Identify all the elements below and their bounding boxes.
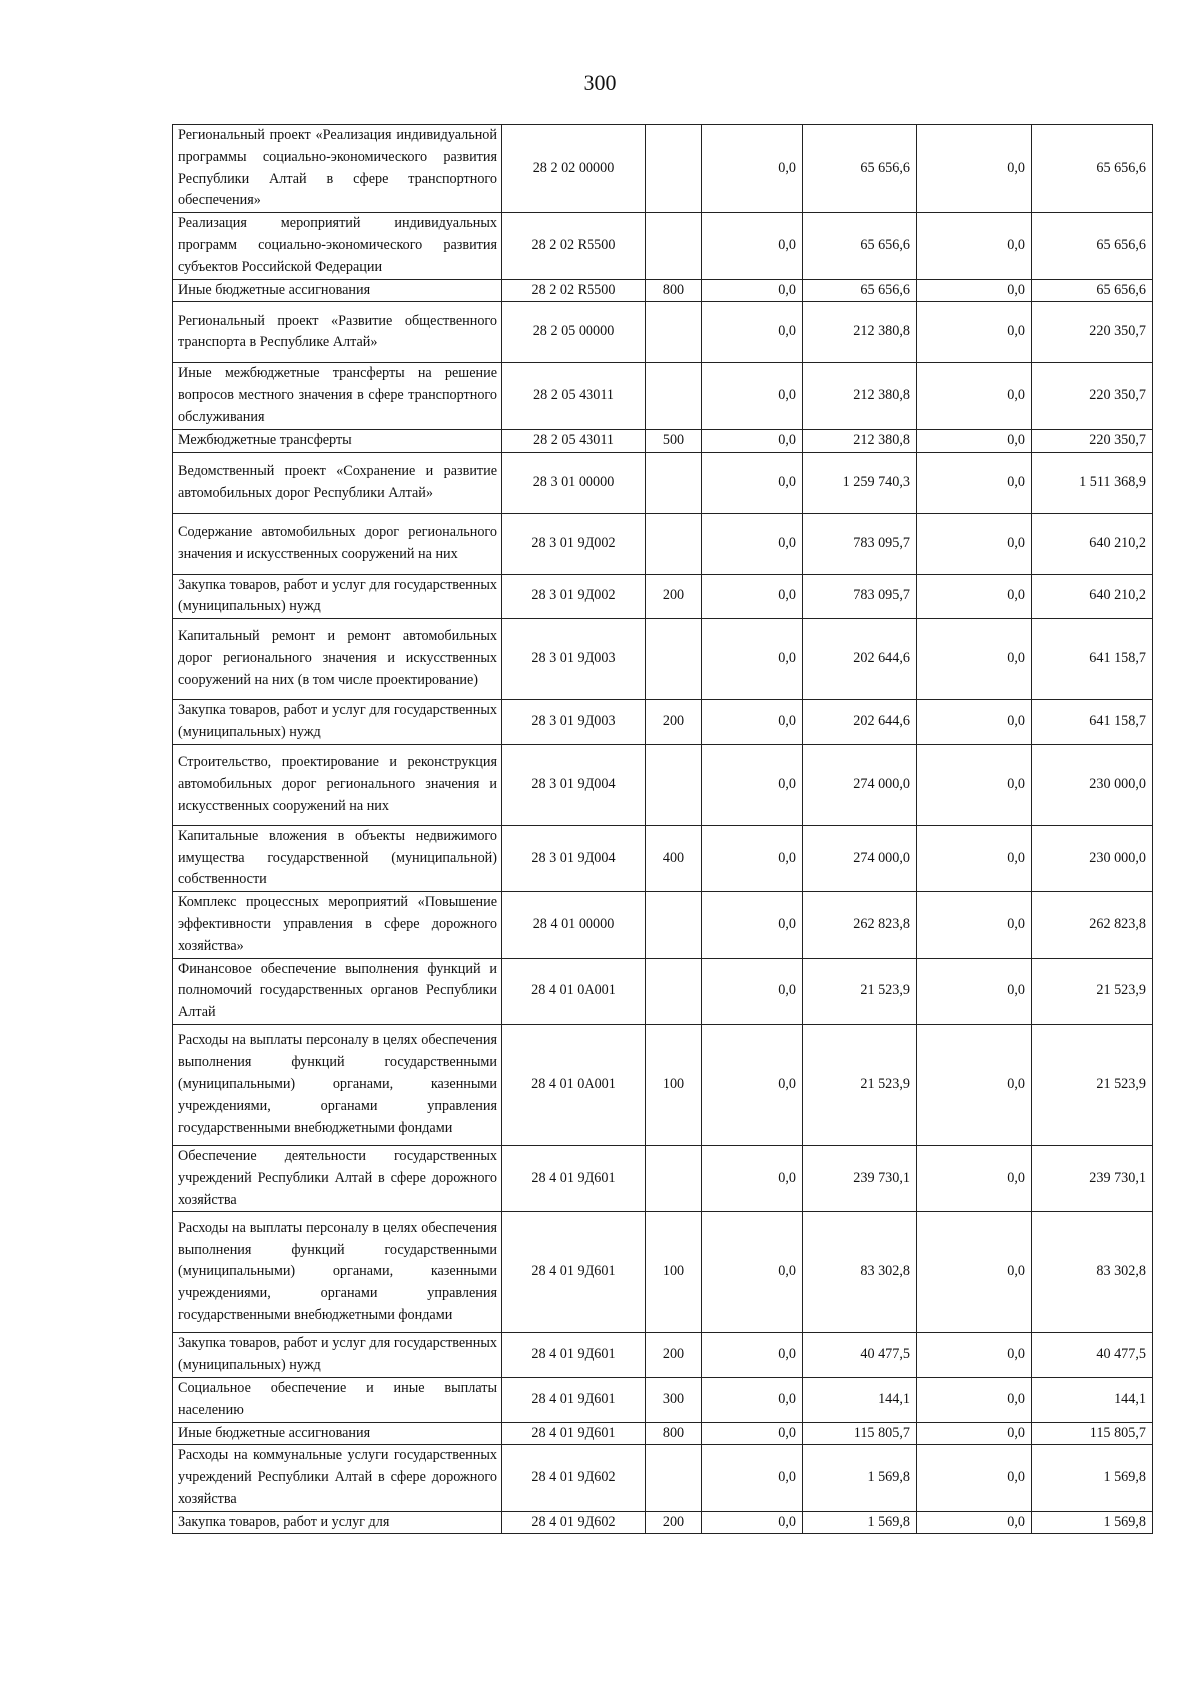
cell-name: Закупка товаров, работ и услуг для государственных (муниципальных) нужд <box>173 574 502 619</box>
cell-target-code: 28 3 01 9Д004 <box>502 825 646 891</box>
cell-name: Обеспечение деятельности государственных учреждений Республики Алтай в сфере дорожного хозяйства <box>173 1145 502 1211</box>
cell-amount-4: 230 000,0 <box>1032 744 1153 825</box>
cell-expense-type <box>646 892 702 958</box>
cell-amount-2: 65 656,6 <box>803 213 917 279</box>
cell-name: Региональный проект «Реализация индивидуальной программы социально-экономического развития Республики Алтай в сфере транспортного обеспечения» <box>173 125 502 213</box>
table-row <box>173 1212 1153 1333</box>
cell-amount-2: 65 656,6 <box>803 279 917 302</box>
cell-target-code: 28 4 01 9Д602 <box>502 1445 646 1511</box>
table-row <box>173 700 1153 745</box>
cell-target-code: 28 4 01 0А001 <box>502 958 646 1024</box>
page-number: 300 <box>583 70 617 95</box>
cell-amount-3: 0,0 <box>917 452 1032 513</box>
table-row <box>173 1333 1153 1378</box>
cell-expense-type: 200 <box>646 1333 702 1378</box>
cell-amount-3: 0,0 <box>917 1024 1032 1145</box>
cell-expense-type <box>646 1145 702 1211</box>
cell-expense-type <box>646 125 702 213</box>
cell-amount-4: 83 302,8 <box>1032 1212 1153 1333</box>
cell-amount-2: 65 656,6 <box>803 125 917 213</box>
cell-expense-type: 100 <box>646 1212 702 1333</box>
cell-amount-1: 0,0 <box>702 574 803 619</box>
cell-target-code: 28 4 01 9Д602 <box>502 1511 646 1534</box>
cell-expense-type <box>646 513 702 574</box>
cell-amount-4: 65 656,6 <box>1032 213 1153 279</box>
cell-amount-4: 21 523,9 <box>1032 958 1153 1024</box>
cell-target-code: 28 2 02 R5500 <box>502 213 646 279</box>
cell-amount-2: 212 380,8 <box>803 429 917 452</box>
table-row <box>173 513 1153 574</box>
cell-amount-4: 220 350,7 <box>1032 363 1153 429</box>
table-row <box>173 363 1153 429</box>
cell-amount-2: 212 380,8 <box>803 302 917 363</box>
cell-target-code: 28 3 01 9Д004 <box>502 744 646 825</box>
cell-amount-2: 274 000,0 <box>803 744 917 825</box>
cell-amount-1: 0,0 <box>702 302 803 363</box>
cell-target-code: 28 3 01 9Д002 <box>502 513 646 574</box>
cell-amount-4: 65 656,6 <box>1032 279 1153 302</box>
cell-target-code: 28 4 01 0А001 <box>502 1024 646 1145</box>
cell-amount-2: 262 823,8 <box>803 892 917 958</box>
cell-name: Закупка товаров, работ и услуг для государственных (муниципальных) нужд <box>173 1333 502 1378</box>
cell-amount-3: 0,0 <box>917 744 1032 825</box>
cell-amount-3: 0,0 <box>917 619 1032 700</box>
table-row <box>173 1422 1153 1445</box>
cell-amount-3: 0,0 <box>917 429 1032 452</box>
cell-name: Финансовое обеспечение выполнения функций и полномочий государственных органов Республики Алтай <box>173 958 502 1024</box>
cell-amount-2: 21 523,9 <box>803 958 917 1024</box>
cell-name: Иные межбюджетные трансферты на решение вопросов местного значения в сфере транспортного обслуживания <box>173 363 502 429</box>
cell-target-code: 28 3 01 00000 <box>502 452 646 513</box>
cell-amount-1: 0,0 <box>702 744 803 825</box>
cell-amount-3: 0,0 <box>917 700 1032 745</box>
cell-name: Капитальные вложения в объекты недвижимого имущества государственной (муниципальной) собственности <box>173 825 502 891</box>
cell-amount-1: 0,0 <box>702 125 803 213</box>
cell-expense-type: 200 <box>646 574 702 619</box>
cell-target-code: 28 4 01 9Д601 <box>502 1377 646 1422</box>
cell-name: Строительство, проектирование и реконструкция автомобильных дорог регионального значения и искусственных сооружений на них <box>173 744 502 825</box>
cell-target-code: 28 2 05 00000 <box>502 302 646 363</box>
cell-amount-3: 0,0 <box>917 125 1032 213</box>
cell-amount-3: 0,0 <box>917 1145 1032 1211</box>
cell-amount-1: 0,0 <box>702 619 803 700</box>
cell-name: Капитальный ремонт и ремонт автомобильных дорог регионального значения и искусственных сооружений на них (в том числе проектирование) <box>173 619 502 700</box>
cell-amount-1: 0,0 <box>702 1445 803 1511</box>
cell-amount-4: 144,1 <box>1032 1377 1153 1422</box>
table-row <box>173 213 1153 279</box>
cell-target-code: 28 4 01 9Д601 <box>502 1422 646 1445</box>
cell-target-code: 28 2 05 43011 <box>502 363 646 429</box>
cell-expense-type <box>646 1445 702 1511</box>
cell-amount-4: 230 000,0 <box>1032 825 1153 891</box>
cell-amount-4: 262 823,8 <box>1032 892 1153 958</box>
cell-amount-4: 640 210,2 <box>1032 513 1153 574</box>
table-row <box>173 1024 1153 1145</box>
cell-target-code: 28 4 01 00000 <box>502 892 646 958</box>
cell-amount-1: 0,0 <box>702 1377 803 1422</box>
table-row <box>173 452 1153 513</box>
cell-name: Региональный проект «Развитие общественного транспорта в Республике Алтай» <box>173 302 502 363</box>
budget-table <box>172 124 1153 1534</box>
table-row <box>173 279 1153 302</box>
cell-name: Иные бюджетные ассигнования <box>173 1422 502 1445</box>
cell-expense-type <box>646 958 702 1024</box>
cell-amount-2: 274 000,0 <box>803 825 917 891</box>
cell-amount-1: 0,0 <box>702 1024 803 1145</box>
cell-name: Комплекс процессных мероприятий «Повышение эффективности управления в сфере дорожного хозяйства» <box>173 892 502 958</box>
cell-name: Расходы на выплаты персоналу в целях обеспечения выполнения функций государственными (муниципальными) органами, казенными учреждениями, органами управления государственными внебюджетными фондами <box>173 1212 502 1333</box>
cell-amount-2: 144,1 <box>803 1377 917 1422</box>
cell-amount-2: 21 523,9 <box>803 1024 917 1145</box>
cell-amount-4: 1 569,8 <box>1032 1445 1153 1511</box>
cell-amount-4: 1 569,8 <box>1032 1511 1153 1534</box>
table-row <box>173 302 1153 363</box>
cell-amount-2: 239 730,1 <box>803 1145 917 1211</box>
cell-expense-type: 300 <box>646 1377 702 1422</box>
cell-amount-1: 0,0 <box>702 279 803 302</box>
cell-amount-4: 239 730,1 <box>1032 1145 1153 1211</box>
cell-expense-type: 400 <box>646 825 702 891</box>
cell-amount-1: 0,0 <box>702 513 803 574</box>
cell-amount-1: 0,0 <box>702 1422 803 1445</box>
table-row <box>173 958 1153 1024</box>
cell-amount-1: 0,0 <box>702 363 803 429</box>
cell-amount-3: 0,0 <box>917 825 1032 891</box>
cell-name: Реализация мероприятий индивидуальных программ социально-экономического развития субъектов Российской Федерации <box>173 213 502 279</box>
cell-expense-type <box>646 744 702 825</box>
table-row <box>173 744 1153 825</box>
cell-amount-1: 0,0 <box>702 958 803 1024</box>
cell-amount-2: 202 644,6 <box>803 700 917 745</box>
cell-target-code: 28 3 01 9Д003 <box>502 619 646 700</box>
cell-amount-2: 1 259 740,3 <box>803 452 917 513</box>
cell-amount-3: 0,0 <box>917 213 1032 279</box>
cell-amount-1: 0,0 <box>702 1333 803 1378</box>
cell-amount-3: 0,0 <box>917 1333 1032 1378</box>
table-row <box>173 125 1153 213</box>
table-row <box>173 1377 1153 1422</box>
cell-name: Закупка товаров, работ и услуг для <box>173 1511 502 1534</box>
cell-amount-3: 0,0 <box>917 363 1032 429</box>
cell-amount-2: 83 302,8 <box>803 1212 917 1333</box>
cell-amount-3: 0,0 <box>917 892 1032 958</box>
cell-expense-type <box>646 452 702 513</box>
cell-amount-4: 1 511 368,9 <box>1032 452 1153 513</box>
cell-amount-2: 40 477,5 <box>803 1333 917 1378</box>
cell-target-code: 28 3 01 9Д003 <box>502 700 646 745</box>
cell-name: Ведомственный проект «Сохранение и развитие автомобильных дорог Республики Алтай» <box>173 452 502 513</box>
cell-amount-1: 0,0 <box>702 1145 803 1211</box>
cell-amount-1: 0,0 <box>702 213 803 279</box>
cell-amount-3: 0,0 <box>917 279 1032 302</box>
cell-amount-4: 115 805,7 <box>1032 1422 1153 1445</box>
cell-amount-4: 21 523,9 <box>1032 1024 1153 1145</box>
cell-amount-1: 0,0 <box>702 700 803 745</box>
cell-name: Закупка товаров, работ и услуг для государственных (муниципальных) нужд <box>173 700 502 745</box>
table-row <box>173 1511 1153 1534</box>
cell-amount-3: 0,0 <box>917 1445 1032 1511</box>
cell-expense-type: 500 <box>646 429 702 452</box>
table-row <box>173 1145 1153 1211</box>
table-row <box>173 429 1153 452</box>
cell-amount-2: 1 569,8 <box>803 1445 917 1511</box>
cell-name: Расходы на коммунальные услуги государственных учреждений Республики Алтай в сфере дорожного хозяйства <box>173 1445 502 1511</box>
cell-amount-2: 202 644,6 <box>803 619 917 700</box>
cell-amount-4: 40 477,5 <box>1032 1333 1153 1378</box>
table-row <box>173 825 1153 891</box>
table-body <box>173 125 1153 1534</box>
cell-amount-2: 115 805,7 <box>803 1422 917 1445</box>
cell-amount-4: 641 158,7 <box>1032 700 1153 745</box>
cell-expense-type <box>646 363 702 429</box>
cell-amount-2: 783 095,7 <box>803 513 917 574</box>
cell-amount-4: 220 350,7 <box>1032 302 1153 363</box>
cell-amount-4: 641 158,7 <box>1032 619 1153 700</box>
cell-amount-2: 1 569,8 <box>803 1511 917 1534</box>
cell-target-code: 28 4 01 9Д601 <box>502 1145 646 1211</box>
cell-amount-3: 0,0 <box>917 1377 1032 1422</box>
cell-target-code: 28 2 02 00000 <box>502 125 646 213</box>
cell-expense-type <box>646 619 702 700</box>
cell-expense-type: 800 <box>646 279 702 302</box>
cell-target-code: 28 4 01 9Д601 <box>502 1333 646 1378</box>
cell-amount-3: 0,0 <box>917 513 1032 574</box>
table-row <box>173 1445 1153 1511</box>
cell-amount-4: 220 350,7 <box>1032 429 1153 452</box>
cell-expense-type: 200 <box>646 1511 702 1534</box>
cell-amount-3: 0,0 <box>917 574 1032 619</box>
cell-expense-type: 100 <box>646 1024 702 1145</box>
cell-amount-3: 0,0 <box>917 958 1032 1024</box>
cell-amount-1: 0,0 <box>702 892 803 958</box>
cell-amount-4: 65 656,6 <box>1032 125 1153 213</box>
cell-amount-2: 212 380,8 <box>803 363 917 429</box>
cell-target-code: 28 4 01 9Д601 <box>502 1212 646 1333</box>
cell-amount-3: 0,0 <box>917 1212 1032 1333</box>
cell-name: Социальное обеспечение и иные выплаты населению <box>173 1377 502 1422</box>
cell-name: Содержание автомобильных дорог регионального значения и искусственных сооружений на них <box>173 513 502 574</box>
cell-target-code: 28 2 02 R5500 <box>502 279 646 302</box>
cell-target-code: 28 3 01 9Д002 <box>502 574 646 619</box>
table-row <box>173 892 1153 958</box>
cell-amount-3: 0,0 <box>917 1422 1032 1445</box>
cell-expense-type <box>646 213 702 279</box>
cell-expense-type <box>646 302 702 363</box>
cell-amount-3: 0,0 <box>917 1511 1032 1534</box>
cell-amount-2: 783 095,7 <box>803 574 917 619</box>
table-row <box>173 574 1153 619</box>
cell-amount-1: 0,0 <box>702 429 803 452</box>
cell-amount-1: 0,0 <box>702 1212 803 1333</box>
cell-expense-type: 200 <box>646 700 702 745</box>
cell-amount-3: 0,0 <box>917 302 1032 363</box>
cell-amount-1: 0,0 <box>702 1511 803 1534</box>
cell-amount-1: 0,0 <box>702 825 803 891</box>
cell-expense-type: 800 <box>646 1422 702 1445</box>
cell-name: Расходы на выплаты персоналу в целях обеспечения выполнения функций государственными (муниципальными) органами, казенными учреждениями, органами управления государственными внебюджетными фондами <box>173 1024 502 1145</box>
cell-name: Иные бюджетные ассигнования <box>173 279 502 302</box>
cell-amount-4: 640 210,2 <box>1032 574 1153 619</box>
table-row <box>173 619 1153 700</box>
cell-amount-1: 0,0 <box>702 452 803 513</box>
cell-name: Межбюджетные трансферты <box>173 429 502 452</box>
cell-target-code: 28 2 05 43011 <box>502 429 646 452</box>
